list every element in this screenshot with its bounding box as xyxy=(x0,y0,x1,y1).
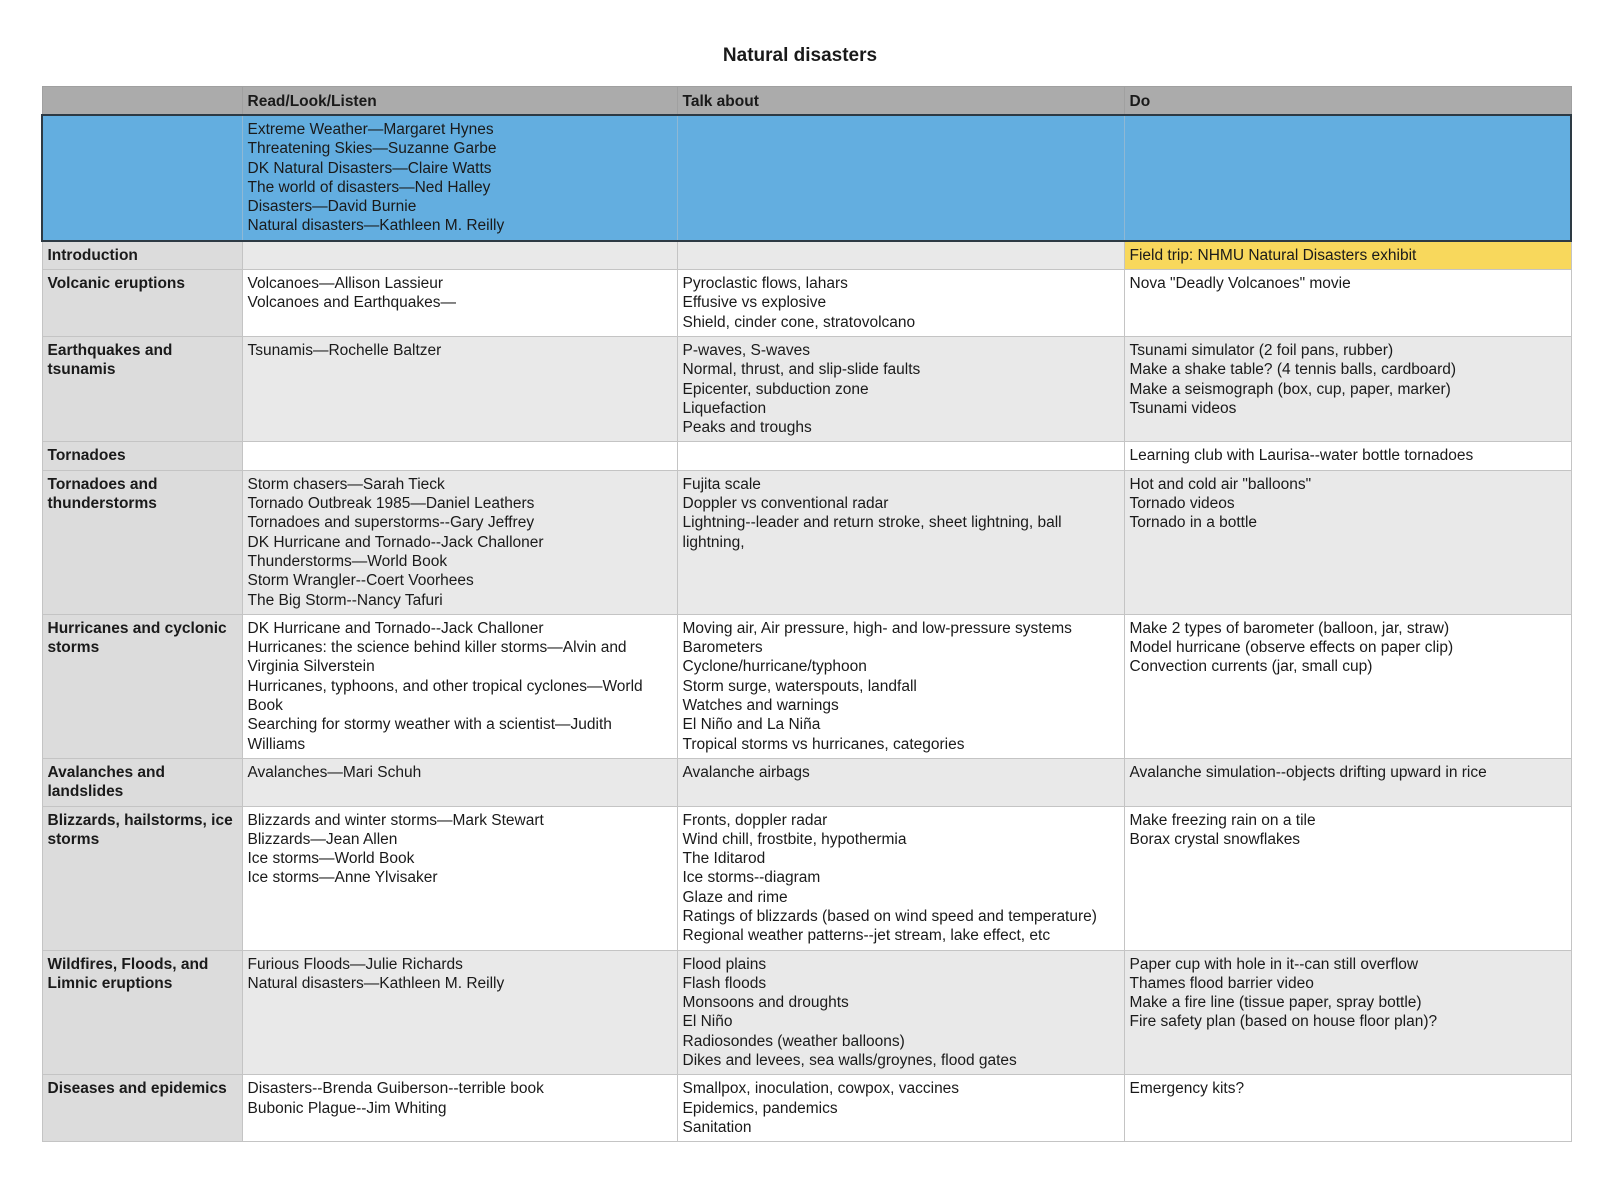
list-item: Nova "Deadly Volcanoes" movie xyxy=(1129,275,1351,293)
list-item: Borax crystal snowflakes xyxy=(1129,830,1301,848)
row-do-list xyxy=(1130,619,1566,677)
row-do-list xyxy=(1130,1079,1566,1098)
list-item: El Niño and La Niña xyxy=(682,716,821,734)
list-item: Effusive vs explosive xyxy=(682,294,827,312)
list-item: Hurricanes: the science behind killer storms—Alvin and Virginia Silverstein xyxy=(247,639,627,676)
table-header-row xyxy=(42,87,1571,116)
general-resources-do xyxy=(1124,115,1571,241)
list-item: Hurricanes, typhoons, and other tropical cyclones—World Book xyxy=(247,677,643,715)
list-item: Natural disasters—Kathleen M. Reilly xyxy=(247,217,505,235)
row-do-list xyxy=(1130,475,1566,533)
list-item: Normal, thrust, and slip-slide faults xyxy=(682,361,921,379)
list-item: Furious Floods—Julie Richards xyxy=(247,955,463,973)
list-item: Model hurricane (observe effects on paper clip) xyxy=(1129,639,1454,657)
header-topic xyxy=(42,87,242,116)
list-item: Ice storms—Anne Ylvisaker xyxy=(247,869,438,887)
general-resources-talk xyxy=(677,115,1124,241)
row-do-cell xyxy=(1124,1075,1571,1142)
row-talk-cell xyxy=(677,336,1124,441)
list-item: Avalanches—Mari Schuh xyxy=(247,763,422,781)
page-title: Natural disasters xyxy=(722,45,878,66)
row-do-cell xyxy=(1124,241,1571,270)
list-item: Threatening Skies—Suzanne Garbe xyxy=(247,140,497,158)
row-talk-list xyxy=(683,341,1119,437)
row-read-list xyxy=(248,955,672,994)
table-row xyxy=(42,614,1571,758)
list-item: The Big Storm--Nancy Tafuri xyxy=(247,591,443,609)
list-item: Regional weather patterns--jet stream, lake effect, etc xyxy=(682,927,1051,945)
list-item: Wind chill, frostbite, hypothermia xyxy=(682,830,907,848)
row-read-cell xyxy=(242,758,677,806)
list-item: Tornado in a bottle xyxy=(1129,514,1258,532)
list-item: Avalanche airbags xyxy=(682,763,810,781)
row-talk-cell xyxy=(677,270,1124,337)
row-read-cell xyxy=(242,806,677,950)
row-talk-cell xyxy=(677,470,1124,614)
list-item: Smallpox, inoculation, cowpox, vaccines xyxy=(682,1080,960,1098)
row-do-cell xyxy=(1124,950,1571,1075)
list-item: Liquefaction xyxy=(682,399,767,417)
row-talk-list xyxy=(683,475,1119,552)
list-item: El Niño xyxy=(682,1013,733,1031)
row-read-list xyxy=(248,811,672,888)
row-read-list xyxy=(248,341,672,360)
list-item: DK Hurricane and Tornado--Jack Challoner xyxy=(247,533,544,551)
table-row xyxy=(42,442,1571,470)
row-topic: Hurricanes and cyclonic storms xyxy=(42,614,242,758)
row-do-list xyxy=(1130,246,1566,265)
list-item: Cyclone/hurricane/typhoon xyxy=(682,658,867,676)
list-item: Learning club with Laurisa--water bottle tornadoes xyxy=(1129,447,1474,465)
list-item: Sanitation xyxy=(682,1118,752,1136)
row-topic: Blizzards, hailstorms, ice storms xyxy=(42,806,242,950)
list-item: Radiosondes (weather balloons) xyxy=(682,1032,905,1050)
list-item: Convection currents (jar, small cup) xyxy=(1129,658,1373,676)
list-item: Thunderstorms—World Book xyxy=(247,552,448,570)
list-item: Avalanche simulation--objects drifting upward in rice xyxy=(1129,763,1487,781)
row-talk-list xyxy=(683,955,1119,1071)
row-do-list xyxy=(1130,811,1566,850)
list-item: P-waves, S-waves xyxy=(682,341,810,359)
list-item: Ratings of blizzards (based on wind speed and temperature) xyxy=(682,907,1097,925)
list-item: Dikes and levees, sea walls/groynes, flood gates xyxy=(682,1052,1017,1070)
list-item: Volcanoes—Allison Lassieur xyxy=(247,275,444,293)
list-item: Tropical storms vs hurricanes, categories xyxy=(682,735,965,753)
row-do-cell xyxy=(1124,470,1571,614)
row-do-list xyxy=(1130,763,1566,782)
row-read-cell xyxy=(242,950,677,1075)
list-item: Tsunami videos xyxy=(1129,399,1237,417)
row-talk-cell xyxy=(677,241,1124,270)
table-row xyxy=(42,950,1571,1075)
table-row xyxy=(42,241,1571,270)
list-item: Make 2 types of barometer (balloon, jar, straw) xyxy=(1129,619,1450,637)
row-topic: Earthquakes and tsunamis xyxy=(42,336,242,441)
row-do-cell xyxy=(1124,758,1571,806)
row-do-list xyxy=(1130,955,1566,1032)
table-row xyxy=(42,806,1571,950)
list-item: Tornadoes and superstorms--Gary Jeffrey xyxy=(247,514,535,532)
row-talk-cell xyxy=(677,442,1124,470)
list-item: The Iditarod xyxy=(682,850,766,868)
list-item: Tornado Outbreak 1985—Daniel Leathers xyxy=(247,495,535,513)
list-item: DK Natural Disasters—Claire Watts xyxy=(247,159,492,177)
list-item: Ice storms—World Book xyxy=(247,850,415,868)
row-topic: Tornadoes and thunderstorms xyxy=(42,470,242,614)
list-item: Ice storms--diagram xyxy=(682,869,821,887)
row-topic: Introduction xyxy=(42,241,242,270)
row-topic: Volcanic eruptions xyxy=(42,270,242,337)
list-item: Glaze and rime xyxy=(682,888,788,906)
general-resources-topic xyxy=(42,115,242,241)
list-item: The world of disasters—Ned Halley xyxy=(247,178,491,196)
row-talk-cell xyxy=(677,1075,1124,1142)
row-topic: Avalanches and landslides xyxy=(42,758,242,806)
list-item: Hot and cold air "balloons" xyxy=(1129,475,1312,493)
table-row xyxy=(42,470,1571,614)
row-talk-list xyxy=(683,274,1119,332)
row-talk-list xyxy=(683,763,1119,782)
row-read-cell xyxy=(242,270,677,337)
row-talk-cell xyxy=(677,806,1124,950)
table-row xyxy=(42,1075,1571,1142)
list-item: Peaks and troughs xyxy=(682,419,812,437)
list-item: Watches and warnings xyxy=(682,697,839,715)
row-do-cell xyxy=(1124,614,1571,758)
list-item: Disasters—David Burnie xyxy=(247,198,417,216)
list-item: Make a shake table? (4 tennis balls, cardboard) xyxy=(1129,361,1457,379)
row-do-cell xyxy=(1124,806,1571,950)
list-item: Natural disasters—Kathleen M. Reilly xyxy=(247,974,505,992)
list-item: Fronts, doppler radar xyxy=(682,811,828,829)
row-read-cell xyxy=(242,614,677,758)
row-do-cell xyxy=(1124,336,1571,441)
row-talk-cell xyxy=(677,758,1124,806)
list-item: Fire safety plan (based on house floor plan)? xyxy=(1129,1013,1438,1031)
list-item: Epicenter, subduction zone xyxy=(682,380,869,398)
list-item: Lightning--leader and return stroke, sheet lightning, ball lightning, xyxy=(682,514,1062,551)
list-item: Searching for stormy weather with a scientist—Judith Williams xyxy=(247,716,612,753)
list-item: Paper cup with hole in it--can still overflow xyxy=(1129,955,1419,973)
list-item: Emergency kits? xyxy=(1129,1080,1245,1098)
row-read-list xyxy=(248,274,672,313)
row-talk-list xyxy=(683,619,1119,754)
list-item: Disasters--Brenda Guiberson--terrible book xyxy=(247,1080,544,1098)
list-item: Storm surge, waterspouts, landfall xyxy=(682,677,917,695)
row-do-list xyxy=(1130,274,1566,293)
list-item: Storm Wrangler--Coert Voorhees xyxy=(247,572,474,590)
list-item: Field trip: NHMU Natural Disasters exhibit xyxy=(1129,246,1417,264)
row-read-list xyxy=(248,475,672,610)
list-item: Blizzards—Jean Allen xyxy=(247,830,398,848)
list-item: Fujita scale xyxy=(682,475,761,493)
list-item: Monsoons and droughts xyxy=(682,994,849,1012)
lesson-plan-table xyxy=(41,86,1572,1142)
row-talk-list xyxy=(683,1079,1119,1137)
row-talk-cell xyxy=(677,950,1124,1075)
list-item: Barometers xyxy=(682,639,763,657)
table-row xyxy=(42,758,1571,806)
list-item: Tornado videos xyxy=(1129,495,1235,513)
list-item: Tsunamis—Rochelle Baltzer xyxy=(247,341,442,359)
list-item: DK Hurricane and Tornado--Jack Challoner xyxy=(247,619,544,637)
list-item: Bubonic Plague--Jim Whiting xyxy=(247,1099,447,1117)
general-resources-row xyxy=(42,115,1571,241)
table-row xyxy=(42,336,1571,441)
header-do: Do xyxy=(1124,87,1571,116)
list-item: Storm chasers—Sarah Tieck xyxy=(247,475,445,493)
row-topic: Tornadoes xyxy=(42,442,242,470)
row-read-list xyxy=(248,619,672,754)
table-row xyxy=(42,270,1571,337)
header-read: Read/Look/Listen xyxy=(242,87,677,116)
row-read-cell xyxy=(242,1075,677,1142)
list-item: Volcanoes and Earthquakes— xyxy=(247,294,457,312)
row-read-list xyxy=(248,1079,672,1118)
row-do-cell xyxy=(1124,442,1571,470)
list-item: Moving air, Air pressure, high- and low-pressure systems xyxy=(682,619,1072,637)
list-item: Blizzards and winter storms—Mark Stewart xyxy=(247,811,544,829)
row-read-list xyxy=(248,763,672,782)
general-read-list xyxy=(248,120,672,236)
list-item: Extreme Weather—Margaret Hynes xyxy=(247,121,494,138)
row-do-cell xyxy=(1124,270,1571,337)
row-read-cell xyxy=(242,470,677,614)
list-item: Flood plains xyxy=(682,955,767,973)
list-item: Shield, cinder cone, stratovolcano xyxy=(682,313,916,331)
row-read-cell xyxy=(242,241,677,270)
row-topic: Wildfires, Floods, and Limnic eruptions xyxy=(42,950,242,1075)
list-item: Epidemics, pandemics xyxy=(682,1099,838,1117)
list-item: Make a seismograph (box, cup, paper, marker) xyxy=(1129,380,1451,398)
row-read-cell xyxy=(242,442,677,470)
list-item: Doppler vs conventional radar xyxy=(682,495,889,513)
row-topic: Diseases and epidemics xyxy=(42,1075,242,1142)
row-talk-cell xyxy=(677,614,1124,758)
list-item: Make a fire line (tissue paper, spray bottle) xyxy=(1129,994,1422,1012)
list-item: Thames flood barrier video xyxy=(1129,974,1314,992)
row-talk-list xyxy=(683,811,1119,946)
row-read-cell xyxy=(242,336,677,441)
table-body xyxy=(42,115,1571,1142)
list-item: Pyroclastic flows, lahars xyxy=(682,275,848,293)
row-do-list xyxy=(1130,446,1566,465)
list-item: Make freezing rain on a tile xyxy=(1129,811,1316,829)
header-talk: Talk about xyxy=(677,87,1124,116)
list-item: Flash floods xyxy=(682,974,767,992)
list-item: Tsunami simulator (2 foil pans, rubber) xyxy=(1129,341,1394,359)
row-do-list xyxy=(1130,341,1566,418)
general-resources-read xyxy=(242,115,677,241)
